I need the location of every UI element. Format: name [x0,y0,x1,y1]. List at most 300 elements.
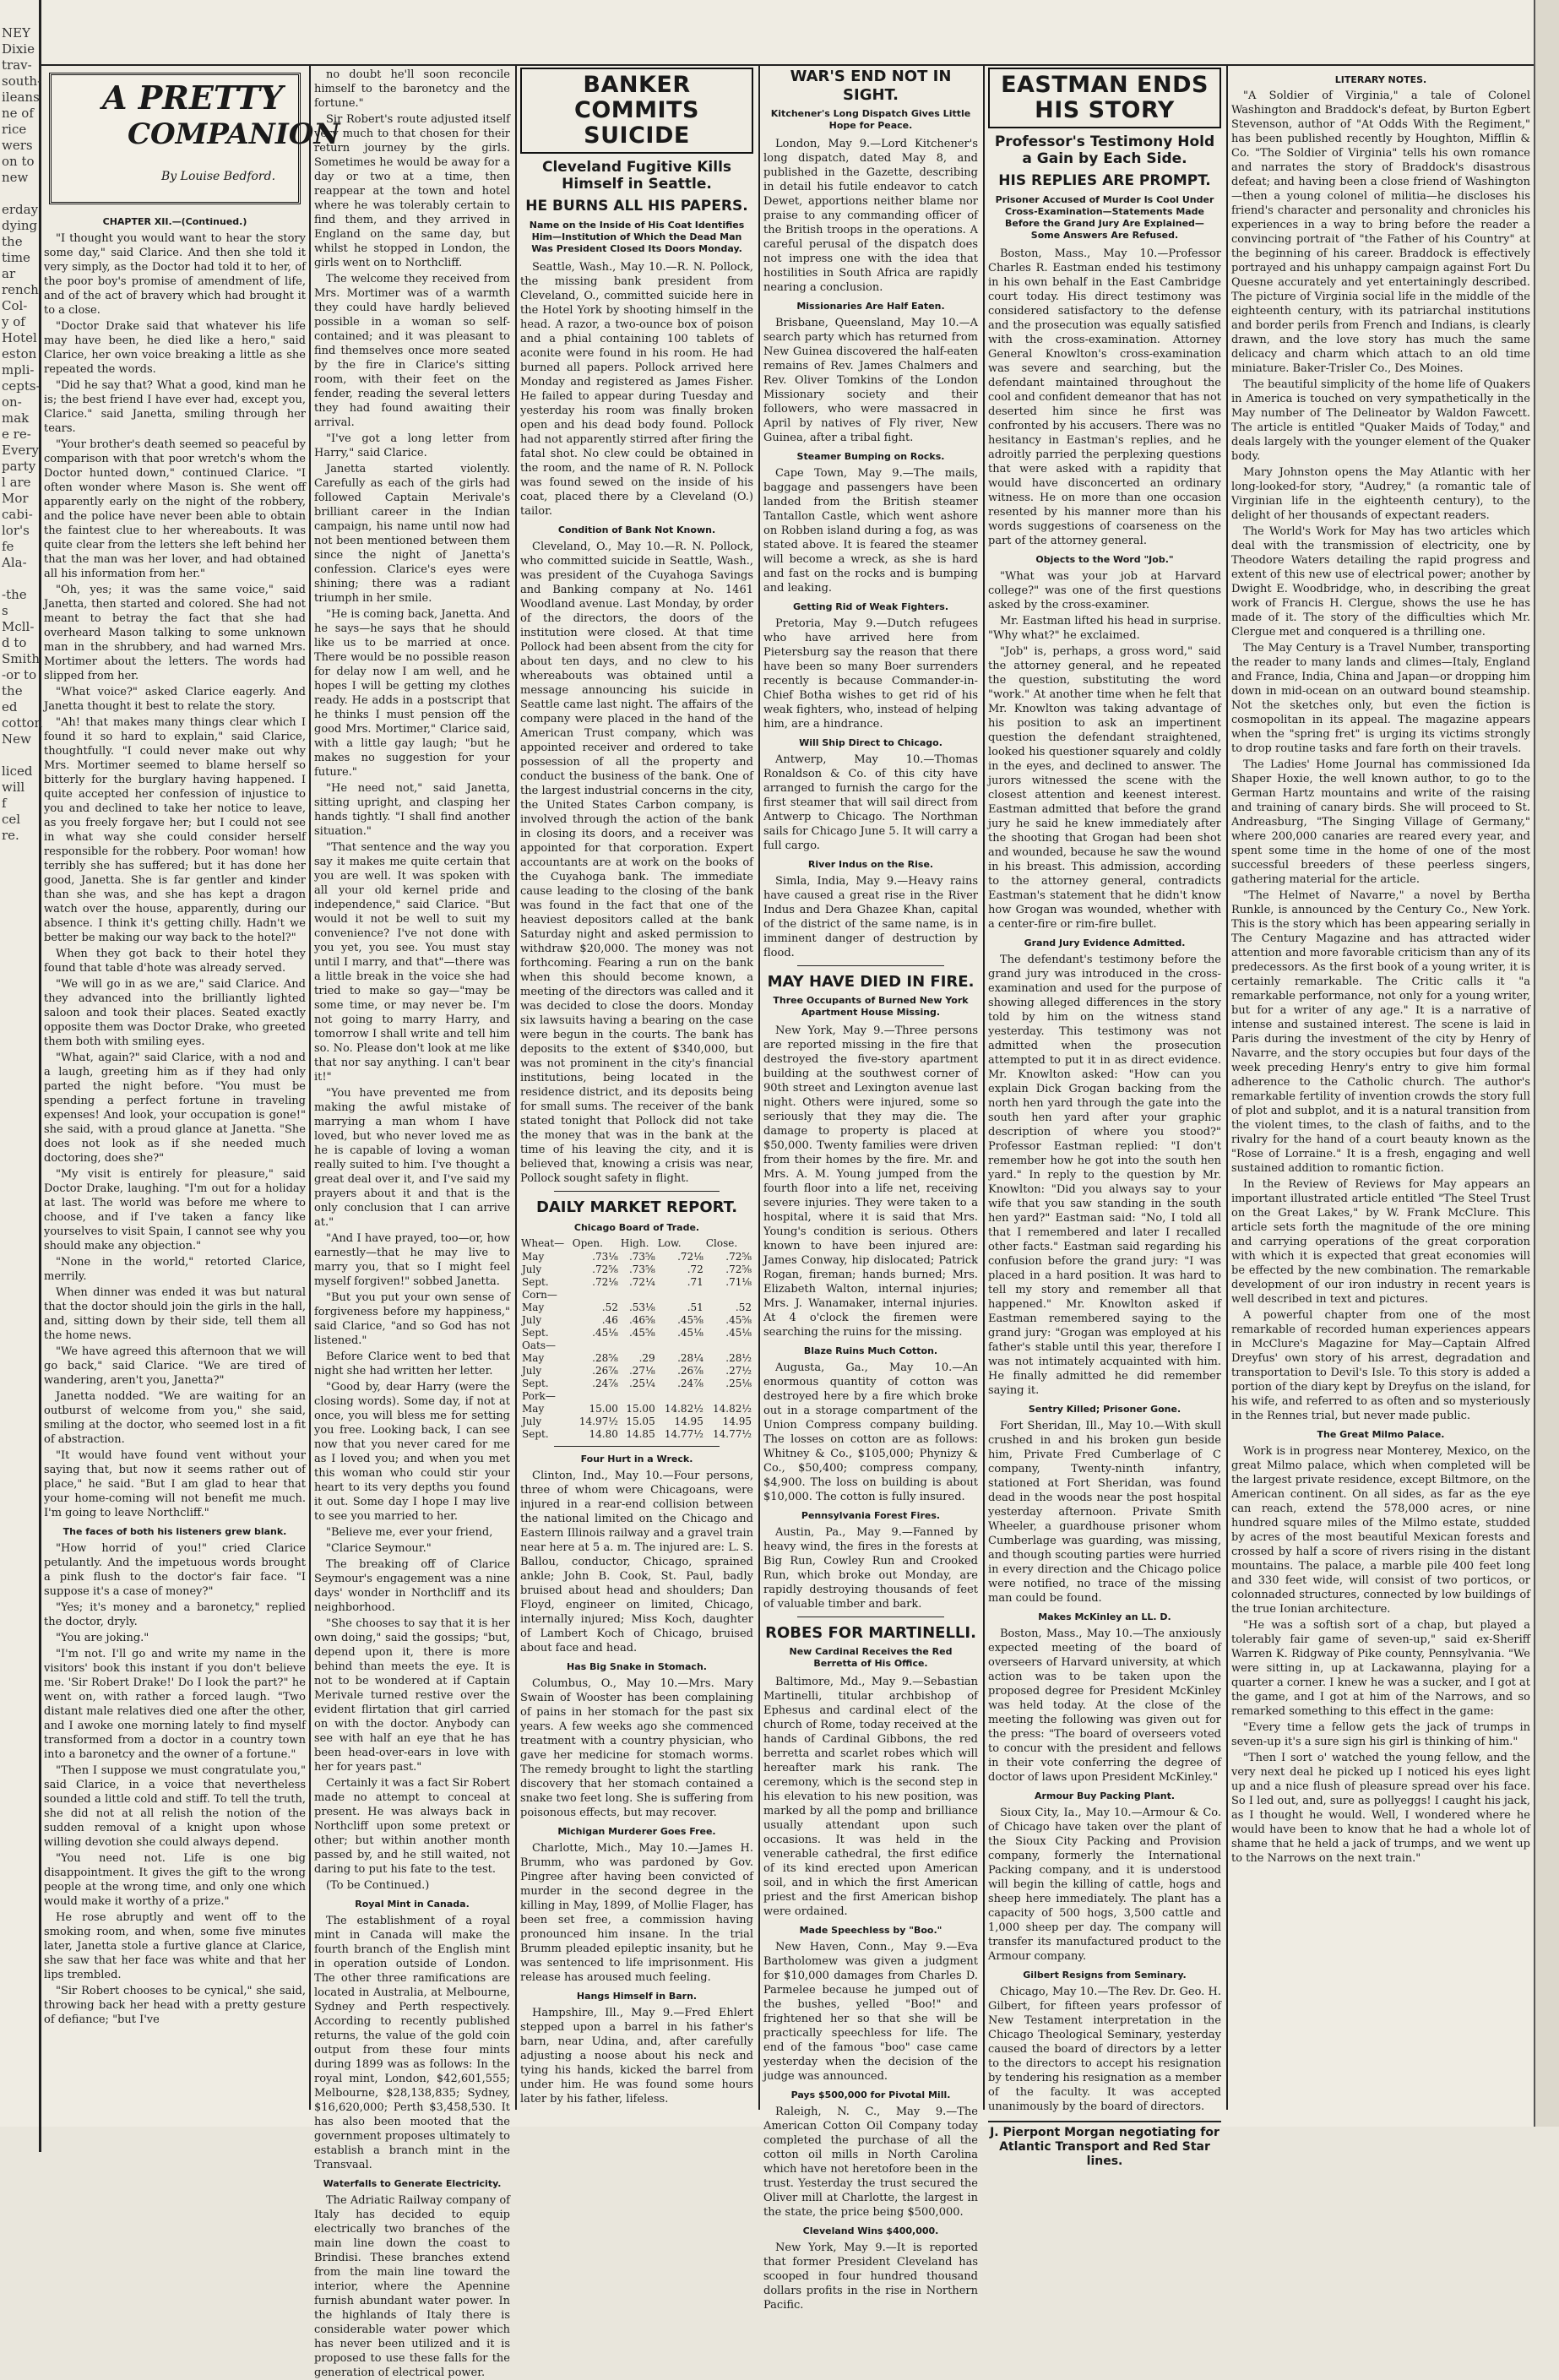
edge-fragment: mak [2,410,30,426]
market-cell: .72⅛ [677,1251,703,1263]
market-cell: .27½ [725,1365,752,1377]
subhead-banker: Cleveland Fugitive Kills Himself in Seattle. [541,159,732,193]
paragraph: "Did he say that? What a good, kind man he is; the best friend I have ever had, except you, Clarice." said Janetta, smiling through her tears. [44,379,306,435]
market-row [520,1276,753,1289]
headline-banker: BANKER COMMITS SUICIDE [520,68,753,154]
edge-fragment: e re- [2,427,31,442]
paragraph: "What, again?" said Clarice, with a nod and a laugh, greeting him as if they had only parted the night before. "You must be spending a perfect fortune in traveling expenses! And look, your occupation is gone!" she said, with a proud glance at Janetta. "She does not look as if she needed much doctoring, does she?" [44,1051,306,1165]
paragraph: Mr. Eastman lifted his head in surprise. "Why what?" he exclaimed. [988,615,1221,642]
market-cell: .25⅛ [725,1377,752,1389]
market-cell: 15.00 [626,1403,655,1415]
paragraph: "Then I sort o' watched the young fellow, and the very next deal he picked up I noticed his eyes light up and a nice flush of pleasure spread over his face. So I led out, and, sure as pollyeggs! I caught his jack, as I thought he would. Well, I wondered where he would have been to know that he had a whole lot of shame that he held a jack of trumps, and we went up to the Narrows on the next train." [1231,1752,1530,1865]
paragraph: "You are joking." [56,1632,149,1644]
edge-fragment: ed [2,699,18,715]
market-cell: 14.82½ [713,1403,752,1415]
paragraph: "Doctor Drake said that whatever his life may have been, he died like a hero," said Clarice, her own voice breaking a little as she repeated the words. [44,320,306,376]
edge-fragment: f [2,796,7,811]
paragraph: Antwerp, May 10.—Thomas Ronaldson & Co. of this city have arranged to furnish the cargo for the first steamer that will sail direct from Antwerp to Chicago. The Northman sails for Chicago June 5. It will carry a full cargo. [763,753,978,852]
market-cell: July [522,1314,542,1326]
section-subhead: Grand Jury Evidence Admitted. [1024,937,1186,948]
edge-fragment: re. [2,828,19,843]
market-cell: .73⅛ [592,1251,618,1263]
paragraph: "How horrid of you!" cried Clarice petulantly. And the impetuous words brought a pink flush to the doctor's fair face. "I suppose it's a case of money?" [44,1542,306,1598]
market-cell: .25¼ [628,1377,655,1389]
market-cell: .46⅝ [628,1314,655,1326]
paragraph: "I've got a long letter from Harry," said Clarice. [314,432,510,459]
edge-fragment: New [2,731,31,747]
edge-fragment: on to [2,154,35,169]
edge-fragment: dying [2,218,38,233]
paragraph: "Ah! that makes many things clear which I found it so hard to explain," said Clarice, thoughtfully. "I could never make out why Mrs. Mortimer seemed to blame herself so bitterly for the burglary having happened. I quite accepted her confession of injustice to you and declined to take her notice to leave, as you freely forgave her; but I could not see in what way she could consider herself responsible for the robbery. Poor woman! how terribly she has suffered; but it has done her good, Janetta. She is far gentler and kinder than she was, and she has kept a dragon watch over the house, apparently, during our absence. I think it's getting chilly. Hadn't we better be making our way back to the hotel?" [44,716,306,944]
section-subhead: Steamer Bumping on Rocks. [796,451,945,462]
edge-fragment [0,747,39,763]
story-title-line1: A PRETTY [102,79,284,117]
market-cell: .72⅛ [592,1276,618,1288]
market-cell: Pork— [522,1390,556,1402]
market-header-cell: Wheat— [521,1237,565,1249]
edge-fragment: cotton [2,715,43,731]
short-news-items [520,1452,753,2106]
paragraph: "You have prevented me from making the awful mistake of marrying a man whom I have loved, but who never loved me as he is capable of loving a woman really suited to him. I've thought a great deal over it, and I've said my prayers about it and that is the only conclusion that I can arrive at." [314,1087,510,1229]
paragraph: New Haven, Conn., May 9.—Eva Bartholomew was given a judgment for $10,000 damages from Charles D. Parmelee because he jumped out of the bushes, yelled "Boo!" and frightened her so that she will be practically speechless for life. The end of the famous "boo" case came yesterday when the decision of the judge was announced. [763,1941,978,2083]
edge-fragment: fe [2,539,14,554]
market-cell [572,1289,620,1301]
market-cell: 14.82½ [664,1403,703,1415]
section-subhead: The faces of both his listeners grew blank. [62,1526,287,1537]
bottom-news-line-1: J. Pierpont Morgan negotiating for [990,2126,1219,2139]
market-cell: July [522,1365,542,1377]
edge-fragment: south- [2,73,42,89]
edge-fragment: ileans [2,90,40,105]
subhead-eastman: Professor's Testimony Hold a Gain by Each Side. [994,133,1215,167]
market-cell [657,1339,705,1352]
paragraph: "Sir Robert chooses to be cynical," she said, throwing back her head with a pretty gesture of defiance; "but I've [44,1985,306,2026]
paragraph: When dinner was ended it was but natural that the doctor should join the girls in the hall, and, sitting down by their side, tell them all the home news. [44,1286,306,1342]
market-table [520,1236,753,1441]
paragraph: Clinton, Ind., May 10.—Four persons, three of whom were Chicagoans, were injured in a rear-end collision between the national limited on the Chicago and Eastern Illinois railway and a gravel train near here at 5 a. m. The injured are: L. S. Ballou, conductor, Chicago, sprained ankle; John B. Cook, St. Paul, badly bruised about head and shoulders; Dan Floyd, engineer on limited, Chicago, internally injured; Miss Koch, daughter of Lambert Koch of Chicago, bruised about face and head. [520,1470,753,1655]
paragraph: New York, May 9.—Three persons are reported missing in the fire that destroyed the five-story apartment building at the southwest corner of 90th street and Lexington avenue last night. Others were injured, some so seriously that they may die. The damage to property is placed at $50,000. Twenty families were driven from their homes by the fire. Mr. and Mrs. A. M. Young jumped from the fourth floor into a life net, receiving severe injuries. They were taken to a hospital, where it is said that Mrs. Young's condition is serious. Others known to have been injured are: James Conway, hip dislocated; Patrick Rogan, fireman; hands burned; Mrs. Elizabeth Walton, internal injuries; Mrs. J. Wanamaker, internal injuries. At 4 o'clock the firemen were searching the ruins for the missing. [763,1024,978,1339]
paragraph: Cape Town, May 9.—The mails, baggage and passengers have been landed from the British steamer Tantallon Castle, which went ashore on Robben island during a fog, as was stated above. It is feared the steamer will become a wreck, as she is hard and fast on the rocks and is bumping and leaking. [763,467,978,595]
paragraph: "That sentence and the way you say it makes me quite certain that you are well. It was spoken with all your old kernel pride and independence," said Clarice. "But would it not be well to suit my convenience? I've not done with you yet, you see. You must stay until I marry, and that"—there was a little break in the voice she had tried to make so gay—"may be some time, or may never be. I'm not going to marry Harry, and tomorrow I shall write and tell him so. No. Please don't look at me like that nor say anything. I can't bear it!" [314,841,510,1084]
paragraph: "But you put your own sense of forgiveness before my happiness," said Clarice, "and so God has not listened." [314,1291,510,1347]
section-subhead: Sentry Killed; Prisoner Gone. [1028,1404,1181,1415]
section-subhead: Made Speechless by "Boo." [799,1925,942,1936]
section-subhead: The Great Milmo Palace. [1317,1429,1445,1440]
column-rule [1226,66,1228,2110]
market-cell: Oats— [522,1339,556,1351]
market-report-title: DAILY MARKET REPORT. [535,1198,738,1216]
market-row [520,1377,753,1390]
paragraph: Work is in progress near Monterey, Mexico, on the great Milmo palace, which when completed will be the largest private residence, except Biltmore, on the American continent. On all sides, as far as the eye can reach, extend the 578,000 acres, or nine hundred square miles of the Milmo estate, studded by acres of the most beautiful Mexican forests and crossed by half a score of rivers rising in the distant mountains. The palace, a marble pile 400 feet long and 330 feet wide, will consist of two porticos, or colonnaded structures, connected by low buildings of the true Ionian architecture. [1231,1445,1530,1616]
paragraph: no doubt he'll soon reconcile himself to the baronetcy and the fortune." [314,68,510,110]
market-cell: .52 [601,1301,618,1313]
edge-fragment: ar [2,266,16,281]
edge-fragment: mpli- [2,362,35,378]
paragraph: The May Century is a Travel Number, transporting the reader to many lands and climes—Italy, England and France, India, China and Japan—or dropping him down in mid-ocean on an outward bound steamship. Not the sketches only, but even the fiction is cosmopolitan in its appeal. The magazine appears when the "spring fret" is urging its victims strongly to drop routine tasks and fare forth on their travels. [1231,642,1530,755]
edge-fragment: new [2,170,29,185]
headline-war: WAR'S END NOT IN SIGHT. [790,68,952,104]
section-subhead: Waterfalls to Generate Electricity. [323,2178,502,2189]
top-rule [41,64,1534,66]
paragraph: "It would have found vent without your saying that, but now it seems rather out of place," he said. "But I am glad to hear that your home-coming will not benefit me much. I'm going to leave Northcliff." [44,1449,306,1519]
market-cell: .71⅛ [725,1276,752,1288]
paragraph: The Ladies' Home Journal has commissioned Ida Shaper Hoxie, the well known author, to go to the German Hartz mountains and write of the raising and training of canary birds. She will proceed to St. Andreasburg, "The Singing Village of Germany," where 200,000 canaries are reared every year, and spent some time in the home of one of the most successful breeders of these peerless singers, gathering material for the article. [1231,758,1530,886]
market-cell [657,1390,705,1403]
edge-fragment: cepts- [2,378,41,394]
story-byline: By Louise Bedford. [161,170,276,183]
paragraph: "Believe me, ever your friend, [326,1526,493,1539]
section-subhead: Michigan Murderer Goes Free. [557,1826,716,1837]
market-cell: 14.77½ [664,1428,703,1440]
article-war [763,137,978,960]
paragraph: Fort Sheridan, Ill., May 10.—With skull crushed in and his broken gun beside him, Private Fred Cumberlage of C company, Twenty-ninth infantry, stationed at Fort Sheridan, was found dead in the woods near the post hospital yesterday afternoon. Private Smith Wheeler, a guardhouse prisoner whom Cumberlage was guarding, was missing, and though scouting parties were hurried in every direction and the Chicago police were notified, no trace of the missing man could be found. [988,1420,1221,1605]
market-cell: .73⅝ [628,1263,655,1275]
deck-eastman: Prisoner Accused of Murder Is Cool Under Cross-Examination—Statements Made Before the Grand Jury Are Explained—Some Answers Are Refused. [995,194,1214,241]
edge-fragment: time [2,250,30,265]
deck-war: Kitchener's Long Dispatch Gives Little Hope for Peace. [770,108,971,131]
edge-fragment: party [2,459,36,474]
market-cell: .72¼ [628,1276,655,1288]
market-row [520,1251,753,1263]
edge-fragment [0,186,39,202]
market-row [520,1301,753,1314]
paragraph: Simla, India, May 9.—Heavy rains have caused a great rise in the River Indus and Dera Ghazee Khan, capital of the district of the same name, is in imminent danger of destruction by flood. [763,875,978,959]
paragraph: Boston, Mass., May 10.—The anxiously expected meeting of the board of overseers of Harvard university, at which action was to be taken upon the proposed degree for President McKinley was held today. At the close of the meeting the following was given out for the press: "The board of overseers voted to concur with the president and fellows in their vote conferring the degree of doctor of laws upon President McKinley." [988,1627,1221,1784]
paragraph: Boston, Mass., May 10.—Professor Charles R. Eastman ended his testimony in his own behalf in the East Cambridge court today. His direct testimony was considered satisfactory to the defense and the prosecution was equally satisfied with the cross-examination. Attorney General Knowlton's cross-examination was severe and searching, but the defendant maintained throughout the cool and confident demeanor that has not deserted him since he first was confronted by his accusers. There was no hesitancy in Eastman's replies, and he adroitly parried the perplexing questions that were asked with a rapidity that would have disconcerted an ordinary witness. He on more than one occasion resented by his manner more than his words suggestions of coarseness on the part of the attorney general. [988,247,1221,547]
section-subhead: Cleveland Wins $400,000. [802,2225,939,2236]
headline-fire: MAY HAVE DIED IN FIRE. [767,973,975,991]
market-header-row [520,1236,753,1251]
market-cell: .28¼ [677,1352,703,1364]
article-martinelli [763,1675,978,2312]
paragraph: Janetta nodded. "We are waiting for an outburst of welcome from you," she said, smiling at the doctor, who seemed lost in a fit of abstraction. [44,1390,306,1446]
edge-fragment: Mor [2,491,29,506]
edge-fragment: erday [2,202,39,217]
market-cell: Sept. [522,1276,549,1288]
section-subhead: Four Hurt in a Wreck. [580,1454,693,1464]
paragraph: "What voice?" asked Clarice eagerly. And Janetta thought it best to relate the story. [44,686,306,713]
market-row [520,1352,753,1365]
edge-fragment: will [2,780,25,795]
paragraph: "Then I suppose we must congratulate you," said Clarice, in a voice that nevertheless sounded a little cold and stiff. To tell the truth, she did not at all relish the notion of the sudden removal of a knight upon whose willing devotion she could always depend. [44,1764,306,1849]
paragraph: The beautiful simplicity of the home life of Quakers in America is touched on very sympathetically in the May number of The Delineator by Waldon Fawcett. The article is entitled "Quaker Maids of Today," and deals largely with the younger element of the Quaker body. [1231,378,1530,463]
edge-fragment: the [2,234,23,249]
edge-fragment: y of [2,314,25,329]
paragraph: Raleigh, N. C., May 9.—The American Cotton Oil Company today completed the purchase of all the cotton oil mills in North Carolina which have not heretofore been in the trust. Yesterday the trust secured the Oliver mill at Charlotte, the largest in the state, the price being $500,000. [763,2106,978,2219]
paragraph: Cleveland, O., May 10.—R. N. Pollock, who committed suicide in Seattle, Wash., was president of the Cuyahoga Savings and Banking company at No. 1461 Woodland avenue. Last Monday, by order of the directors, the doors of the institution were closed. At that time Pollock had been absent from the city for about ten days, and no clew to his whereabouts was obtained until a message announcing his suicide in Seattle came last night. The affairs of the company were placed in the hand of the American Trust company, which was appointed receiver and ordered to take possession of all the property and conduct the business of the bank. One of the largest industrial concerns in the city, the United States Carbon company, is involved through the action of the bank in closing its doors, and a receiver was appointed for that corporation. Expert accountants are at work on the books of the Cuyahoga bank. The immediate cause leading to the closing of the bank was found in the fact that one of the heaviest depositors called at the bank Saturday night and asked permission to withdraw $20,000. The money was not forthcoming. Fearing a run on the bank when this should become known, a meeting of the directors was called and it was decided to close the doors. Monday six lawsuits having a bearing on the case were begun in the courts. The bank has deposits to the extent of $340,000, but was not prominent in the city's financial institutions, being located in the residence district, and its deposits being for small sums. The receiver of the bank stated tonight that Pollock did not take the money that was in the bank at the time of his leaving the city, and it is believed that, knowing a crisis was near, Pollock sought safety in flight. [520,541,753,1185]
right-page-edge [1534,0,1559,2127]
subhead2-banker: HE BURNS ALL HIS PAPERS. [525,198,748,215]
paragraph: "My visit is entirely for pleasure," said Doctor Drake, laughing. "I'm out for a holiday at last. The world was before me where to choose, and if I've taken a fancy like yourselves to visit Spain, I cannot see why you should make any objection." [44,1168,306,1252]
market-cell: 14.85 [626,1428,655,1440]
section-subhead: Condition of Bank Not Known. [557,524,716,535]
market-cell: 14.97½ [579,1416,618,1427]
paragraph: "Job" is, perhaps, a gross word," said the attorney general, and he repeated the question, substituting the word "work." At another time when he felt that Mr. Knowlton was taking advantage of his position to ask an impertinent question the defendant straightened, looked his questioner squarely and coldly in the eyes, and declined to answer. The jurors witnessed the scene with the closest attention and keenest interest. Eastman admitted that before the grand jury he said he knew immediately after the shooting that Grogan had been shot and wounded, because he saw the wound in his breast. This admission, according to the attorney general, contradicts Eastman's statement that he didn't know how Grogan was wounded, whether with a center-fire or rim-fire bullet. [988,645,1221,931]
market-row [520,1416,753,1428]
paragraph: "He need not," said Janetta, sitting upright, and clasping her hands tightly. "I shall find another situation." [314,782,510,838]
paragraph: A powerful chapter from one of the most remarkable of recorded human experiences appears in McClure's Magazine for May—Captain Alfred Dreyfus' own story of his arrest, degradation and transportation to Devil's Isle. To this story is added a portion of the diary kept by Dreyfus on the island, for his wife, and referred to as often and so mysteriously in the Rennes trial, but never made public. [1231,1309,1530,1422]
market-row [520,1365,753,1377]
market-cell: .24⅞ [592,1377,618,1389]
story-column-1 [44,68,340,2103]
edge-fragment: NEY [2,25,30,41]
market-header-cell: Low. [657,1237,682,1249]
paragraph: "Yes; it's money and a baronetcy," replied the doctor, dryly. [44,1601,306,1628]
story-title-box [49,73,340,204]
edge-fragment: rice [2,122,27,137]
headline-eastman: EASTMAN ENDS HIS STORY [988,68,1221,128]
section-subhead: Makes McKinley an LL. D. [1038,1611,1171,1622]
paragraph: The World's Work for May has two articles which deal with the transmission of electricity, one by Theodore Waters detailing the rapid progress and extent of this new use of electrical power; another by Dwight E. Woodbridge, who, in describing the great work of Francis H. Clergue, shows the use he has made of it. The story of the difficulties which Mr. Clergue met and conquered is a thrilling one. [1231,525,1530,638]
market-cell: .26⅞ [677,1365,703,1377]
edge-fragment: Smith [2,651,40,666]
market-cell [572,1339,620,1352]
story-text-continued [314,68,510,2380]
market-cell [657,1289,705,1301]
paragraph: Pretoria, May 9.—Dutch refugees who have arrived here from Pietersburg say the reason that there have been so many Boer surrenders recently is because Commander-in-Chief Botha wishes to get rid of his weak fighters, who, instead of helping him, are a hindrance. [763,617,978,731]
market-header-cell: High. [620,1237,649,1249]
market-cell: .26⅞ [592,1365,618,1377]
deck-banker: Name on the Inside of His Coat Identifies Him—Institution of Which the Dead Man Was President Closed Its Doors Monday. [529,220,745,254]
market-cell: 15.00 [589,1403,618,1415]
edge-fragment: l are [2,475,31,490]
paragraph: The welcome they received from Mrs. Mortimer was of a warmth they could have hardly believed possible in a woman so self-contained; and it was pleasant to find themselves once more seated by the fire in Clarice's sitting room, with their feet on the fender, reading the several letters they had found awaiting their arrival. [314,273,510,429]
paragraph: Chicago, May 10.—The Rev. Dr. Geo. H. Gilbert, for fifteen years professor of New Testament interpretation in the Chicago Theological Seminary, yesterday caused the board of directors by a letter to the directors to accept his resignation by tendering his resignation as a member of the faculty. It was accepted unanimously by the board of directors. [988,1986,1221,2113]
market-cell [620,1390,657,1403]
market-cell [705,1339,753,1352]
headline-martinelli: ROBES FOR MARTINELLI. [765,1624,976,1642]
literary-notes-header: LITERARY NOTES. [1334,74,1427,85]
market-cell: .45⅝ [677,1314,703,1326]
market-cell: .52 [735,1301,752,1313]
market-row [520,1428,753,1441]
paragraph: London, May 9.—Lord Kitchener's long dispatch, dated May 8, and published in the Gazette, describing in detail his futile endeavor to catch Dewet, apportions neither blame nor praise to any commanding officer of the British troops in the operations. A careful perusal of the dispatch does not impress one with the idea that hostilities in South Africa are rapidly nearing a conclusion. [763,138,978,294]
market-cell: 14.95 [722,1416,752,1427]
market-cell: .24⅞ [677,1377,703,1389]
edge-fragment: -the [2,587,27,602]
article-banker [520,260,753,1186]
market-cell: .28⅝ [592,1352,618,1364]
section-subhead: Pennsylvania Forest Fires. [801,1510,941,1521]
paragraph: The defendant's testimony before the grand jury was introduced in the cross-examination and used for the purpose of showing alleged differences in the story told by him on the witness stand yesterday. This testimony was not admitted when the prosecution attempted to put it in as direct evidence. Mr. Knowlton asked: "How can you explain Dick Grogan backing from the north hen yard through the gate into the south hen yard after your graphic description of where you stood?" Professor Eastman replied: "I don't remember how he got into the south hen yard." In reply to the question by Mr. Knowlton: "Did you always say to your wife that you saw standing in the south hen yard?" Eastman said: "No, I told all that I remembered and later I recalled other facts." Eastman said regarding his confusion before the grand jury: "I was placed in a hard position. It was hard to tell my story and remember all that happened." Mr. Knowlton asked if Eastman remembered saying to the grand jury: "Grogan was employed at his father's stable until this year, therefore I was not intimately acquainted with him. He finally admitted he did remember saying it. [988,954,1221,1397]
paragraph: New York, May 9.—It is reported that former President Cleveland has scooped in four hundred thousand dollars profits in the rise in Northern Pacific. [763,2241,978,2312]
market-cell: .53⅛ [628,1301,655,1313]
market-cell: .72⅝ [725,1263,752,1275]
paragraph: The establishment of a royal mint in Canada will make the fourth branch of the English mint in operation outside of London. The other three ramifications are located in Australia, at Melbourne, Sydney and Perth respectively. According to recently published returns, the value of the gold coin output from these four mints during 1899 was as follows: In the royal mint, London, $42,601,555; Melbourne, $28,138,835; Sydney, $16,620,000; Perth $3,458,530. It has also been mooted that the government proposes ultimately to establish a branch mint in the Transvaal. [314,1915,510,2171]
paragraph: "And I have prayed, too—or, how earnestly—that he may live to marry you, that so I might feel myself forgiven!" sobbed Janetta. [314,1232,510,1288]
edge-fragment: Dixie [2,41,35,57]
section-subhead: Gilbert Resigns from Seminary. [1023,1970,1187,1981]
paragraph: The Adriatic Railway company of Italy has decided to equip electrically two branches of the main line down the coast to Brindisi. These branches extend from the main line toward the interior, where the Apennine furnish abundant water power. In the highlands of Italy there is considerable water power which has never been utilized and it is proposed to use these falls for the generation of electrical power. [314,2194,510,2379]
edge-fragment: s [2,603,8,618]
section-subhead: CHAPTER XII.—(Continued.) [102,216,247,227]
story-column-2 [314,68,510,2379]
edge-fragment: Every [2,443,39,458]
market-cell: Corn— [522,1289,557,1301]
section-subhead: Pays $500,000 for Pivotal Mill. [790,2089,951,2100]
paragraph: Charlotte, Mich., May 10.—James H. Brumm, who was pardoned by Gov. Pingree after having been convicted of murder in the second degree in the killing in May, 1899, of Mollie Flager, has been set free, a commission having pronounced him insane. In the trial Brumm pleaded epileptic insanity, but he was sentenced to life imprisonment. His release has aroused much feeling. [520,1842,753,1984]
paragraph: Columbus, O., May 10.—Mrs. Mary Swain of Wooster has been complaining of pains in her stomach for the past six years. A few weeks ago she commenced treatment with a country physician, who gave her medicine for stomach worms. The remedy brought to light the startling discovery that her stomach contained a snake two feet long. She is suffering from poisonous effects, but may recover. [520,1677,753,1819]
edge-fragment [0,571,39,587]
market-cell: .45⅝ [628,1327,655,1339]
market-cell [705,1390,753,1403]
section-subhead: Will Ship Direct to Chicago. [799,737,942,748]
bottom-news-line [988,2121,1221,2169]
paragraph: Sioux City, Ia., May 10.—Armour & Co. of Chicago have taken over the plant of the Sioux City Packing and Provision company, formerly the International Packing company, and it is understood will begin the killing of cattle, hogs and sheep here immediately. The plant has a capacity of 500 hogs, 3,500 cattle and 1,000 sheep per day. The company will transfer its manufactured product to the Armour company. [988,1807,1221,1963]
market-cell: 14.95 [674,1416,703,1427]
paragraph: Janetta started violently. Carefully as each of the girls had followed Captain Merivale's brilliant career in the Indian campaign, his name until now had not been mentioned between them since the night of Janetta's confession. Clarice's eyes were shining; there was a radiant triumph in her smile. [314,463,510,605]
paragraph: "We have agreed this afternoon that we will go back," said Clarice. "We are tired of wandering, aren't you, Janetta?" [44,1345,306,1387]
news-column-5 [988,68,1221,2168]
section-subhead: Royal Mint in Canada. [355,1899,470,1910]
section-subhead: Missionaries Are Half Eaten. [796,301,945,312]
section-subhead: Objects to the Word "Job." [1035,554,1174,565]
market-cell: .28½ [725,1352,752,1364]
deck-fire: Three Occupants of Burned New York Apartment House Missing. [773,995,969,1018]
market-cell [705,1289,753,1301]
paragraph: "He was a softish sort of a chap, but played a tolerably fair game of seven-up," said ex-Sheriff Warren K. Ridgway of Pike county, Pennsylvania. "We were sitting in, up at Lackawanna, playing for a quarter a corner. I knew he was a sucker, and I got at the game, and I got at him of the Narrows, and so remarked something to this effect in the game: [1231,1619,1530,1718]
market-row [520,1289,753,1301]
market-row [520,1263,753,1276]
paragraph: Sir Robert's route adjusted itself very much to that chosen for their return journey by the girls. Sometimes he would be away for a day or two at a time, then reappear at the town and hotel where he was tolerably certain to find them, and they arrived in England on the same day, but whilst he stopped in London, the girls went on to Northcliff. [314,113,510,269]
market-cell: May [522,1301,545,1313]
market-cell: Sept. [522,1327,549,1339]
paragraph: "We will go in as we are," said Clarice. And they advanced into the brilliantly lighted saloon and took their places. Seated exactly opposite them was Doctor Drake, who greeted them both with smiling eyes. [44,978,306,1048]
literary-notes-text [1231,89,1530,1866]
section-subhead: Has Big Snake in Stomach. [567,1661,707,1672]
market-cell [620,1289,657,1301]
edge-fragment: ne of [2,106,34,121]
market-row [520,1403,753,1416]
market-header-cell: Open. [572,1237,603,1249]
edge-fragment: lor's [2,523,30,538]
market-cell: July [522,1263,542,1275]
market-cell: .45⅛ [592,1327,618,1339]
market-row [520,1327,753,1339]
story-title-line2: COMPANION [128,117,340,151]
edge-fragment: cabi- [2,507,33,522]
paragraph: When they got back to their hotel they found that table d'hote was already served. [44,948,306,975]
literary-notes-column [1231,74,1530,2110]
section-subhead: Getting Rid of Weak Fighters. [792,601,949,612]
edge-fragment: Hotel [2,330,37,345]
paragraph: (To be Continued.) [326,1879,430,1892]
edge-fragment: cel [2,812,21,827]
edge-fragment: the [2,683,23,698]
paragraph: "None in the world," retorted Clarice, merrily. [44,1256,306,1283]
market-cell: .73⅝ [628,1251,655,1263]
edge-fragment: Mcll- [2,619,35,634]
market-cell: 15.05 [626,1416,655,1427]
paragraph: "Clarice Seymour." [326,1542,432,1555]
market-cell: .29 [638,1352,655,1364]
paragraph: "Oh, yes; it was the same voice," said Janetta, then started and colored. She had not meant to betray the fact that she had overheard Mason talking to some unknown man in the shrubbery, and had warned Mrs. Mortimer about the letters. The words had slipped from her. [44,584,306,682]
market-cell: 14.80 [589,1428,618,1440]
article-eastman [988,247,1221,2114]
market-cell [620,1339,657,1352]
column-rule [758,66,760,2110]
market-cell: May [522,1352,545,1364]
separator [554,1446,720,1447]
edge-fragment: eston [2,346,37,361]
paragraph: Baltimore, Md., May 9.—Sebastian Martinelli, titular archbishop of Ephesus and cardinal elect of the church of Rome, today received at the hands of Cardinal Gibbons, the red berretta and scarlet robes which will hereafter mark his rank. The ceremony, which is the second step in his elevation to his new position, was marked by all the pomp and brilliance usually attendant upon such occasions. It was held in the venerable cathedral, the first edifice of its kind erected upon American soil, and in which the first American priest and the first American bishop were ordained. [763,1676,978,1918]
subhead2-eastman: HIS REPLIES ARE PROMPT. [998,172,1211,189]
edge-fragment: on- [2,394,22,410]
paragraph: He rose abruptly and went off to the smoking room, and when, some five minutes later, Janetta stole a furtive glance at Clarice, she saw that her face was white and that her lips trembled. [44,1911,306,1981]
paragraph: "You need not. Life is one big disappointment. It gives the gift to the wrong people at the wrong time, and only one which would make it worthy of a prize." [44,1852,306,1908]
edge-fragment: Ala- [2,555,27,570]
market-cell: July [522,1416,542,1427]
edge-fragment: -or to [2,667,37,682]
market-row [520,1390,753,1403]
paragraph: "Every time a fellow gets the jack of trumps in seven-up it's a sure sign his girl is thinking of him." [1231,1721,1530,1748]
market-cell: .45⅛ [725,1327,752,1339]
paragraph: The breaking off of Clarice Seymour's engagement was a nine days' wonder in Northcliff and its neighborhood. [314,1558,510,1614]
market-cell: May [522,1251,545,1263]
section-subhead: Hangs Himself in Barn. [576,1991,698,2002]
article-fire [763,1024,978,1611]
paragraph: "Your brother's death seemed so peaceful by comparison with that poor wretch's whom the Doctor hunted down," continued Clarice. "I often wonder where Mason is. She went off apparently early on the night of the robbery, and the police have never been able to obtain the faintest clue to her whereabouts. It was quite clear from the letters she left behind her that the man was her lover, and had obtained all his information from her." [44,438,306,580]
market-cell: .51 [687,1301,703,1313]
paragraph: Augusta, Ga., May 10.—An enormous quantity of cotton was destroyed here by a fire which broke out in a storage compartment of the Union Compress company building. The losses on cotton are as follows: Whitney & Co., $105,000; Phynizy & Co., $50,400; compress company, $4,900. The loss on building is about $10,000. The cotton is fully insured. [763,1361,978,1503]
market-cell: .45⅝ [725,1314,752,1326]
market-cell: .27⅛ [628,1365,655,1377]
market-cell: .46 [601,1314,618,1326]
paragraph: "He is coming back, Janetta. And he says—he says that he should like us to be married at once. There would be no possible reason for delay now I am well, and he hopes I will be getting my clothes ready. He adds in a postscript that he thinks I must pension off the good Mrs. Mortimer," Clarice said, with a little gay laugh; "but he makes no suggestion for your future." [314,608,510,779]
market-header-cell: Close. [705,1237,738,1249]
story-text [44,215,306,2027]
market-cell: .71 [687,1276,703,1288]
paragraph: "I'm not. I'll go and write my name in the visitors' book this instant if you don't believe me. 'Sir Robert Drake!' Do I look the part?" he went on, with rather a forced laugh. "Two distant male relatives died one after the other, and I awoke one morning lately to find myself transformed from a doctor in a country town into a baronetcy and the owner of a fortune." [44,1648,306,1761]
column-rule [515,66,517,2110]
paragraph: Mary Johnston opens the May Atlantic with her long-looked-for story, "Audrey," (a romantic tale of Virginian life in the eighteenth century), to the delight of her thousands of expectant readers. [1231,466,1530,522]
paragraph: "The Helmet of Navarre," a novel by Bertha Runkle, is announced by the Century Co., New York. This is the story which has been appearing serially in The Century Magazine and has attracted wider attention and more favorable criticism than any of its predecessors. As the first book of a young writer, it is certainly remarkable. The Critic calls it "a remarkable performance, not only for a young writer, but for a writer of any age." It is a narrative of intense and sustained interest. The scene is laid in Paris during the investment of the city by Henry of Navarre, and the story occupies but four days of the week preceding Henry's entry to give him formal adherence to the Catholic church. The author's remarkable fertility of invention crowds the story full of plot and subplot, and it is a natural transition from the violent times, to the clash of faiths, and to the rivalry for the hand of a court beauty known as the "Rose of Lorraine." It is a fresh, engaging and well sustained addition to romantic fiction. [1231,889,1530,1175]
news-column-3 [520,68,753,2106]
paragraph: "Good by, dear Harry (were the closing words). Some day, if not at once, you will bless me for setting you free. Looking back, I can see now that you never cared for me as I loved you; and when you met this woman who could stir your heart to its very depths you found it out. Some day I hope I may live to see you married to her. [314,1381,510,1523]
section-subhead: River Indus on the Rise. [807,859,934,870]
paragraph: Seattle, Wash., May 10.—R. N. Pollock, the missing bank president from Cleveland, O., committed suicide here in the Hotel York by shooting himself in the head. A razor, a two-ounce box of poison and a phial containing 100 tablets of aconite were found in his room. He had burned all papers. Pollock arrived here Monday and registered as James Fisher. He failed to appear during Tuesday and yesterday his room was finally broken open and his dead body found. Pollock had not apparently stirred after firing the fatal shot. No clew could be obtained in the room, and the name of R. N. Pollock was found sewed on the inside of his coat, placed there by a Cleveland (O.) tailor. [520,261,753,518]
separator [797,965,944,966]
column-rule [983,66,985,2110]
market-row [520,1314,753,1327]
market-cell: Sept. [522,1377,549,1389]
paragraph: Brisbane, Queensland, May 10.—A search party which has returned from New Guinea discovered the half-eaten remains of Rev. James Chalmers and Rev. Oliver Tomkins of the London Missionary society and their followers, who were massacred in April by natives of Fly river, New Guinea, after a tribal fight. [763,317,978,444]
market-cell [572,1390,620,1403]
edge-fragment: trav- [2,57,32,73]
paragraph: "What was your job at Harvard college?" was one of the first questions asked by the cross-examiner. [988,570,1221,611]
market-cell: May [522,1403,545,1415]
edge-fragment: rench [2,282,39,297]
column-rule [309,66,311,2110]
edge-fragment: d to [2,635,27,650]
paragraph: Hampshire, Ill., May 9.—Fred Ehlert stepped upon a barrel in his father's barn, near Udina, and, after carefully adjusting a noose about his neck and tying his hands, kicked the barrel from under him. He was found some hours later by his father, lifeless. [520,2007,753,2106]
market-cell: .72⅝ [725,1251,752,1263]
left-edge-column [0,0,41,2152]
section-subhead: Armour Buy Packing Plant. [1034,1790,1176,1801]
market-cell: .72 [687,1263,703,1275]
paragraph: "She chooses to say that it is her own doing," said the gossips; "but, depend upon it, there is more behind than meets the eye. It is not to be wondered at if Captain Merivale turned restive over the evident flirtation that girl carried on with the doctor. Anybody can see with half an eye that he has been head-over-ears in love with her for years past." [314,1617,510,1774]
news-column-4 [763,68,978,2312]
paragraph: Austin, Pa., May 9.—Fanned by heavy wind, the fires in the forests at Big Run, Cowley Run and Crooked Run, which broke out Monday, are rapidly destroying thousands of feet of valuable timber and bark. [763,1526,978,1611]
market-cell: .72⅝ [592,1263,618,1275]
paragraph: In the Review of Reviews for May appears an important illustrated article entitled "The Steel Trust on the Great Lakes," by W. Frank McClure. This article sets forth the magnitude of the ore mining and carrying operations of the great corporation with which it is expected that great economies will be effected by the new combination. The remarkable development of our iron industry in recent years is well described in text and pictures. [1231,1178,1530,1306]
market-cell: 14.77½ [713,1428,752,1440]
separator [554,1191,720,1192]
paragraph: "A Soldier of Virginia," a tale of Colonel Washington and Braddock's defeat, by Burton Egbert Stevenson, author of "At Odds With the Regiment," has been published recently by Houghton, Mifflin & Co. "The Soldier of Virginia" tells his own romance and narrates the story of Braddock's disastrous defeat; and having been a close friend of Washington—then a young colonel of militia—he discloses his friend's character and personality and chronicles his experiences in a way to bring before the reader a convincing portrait of "the Father of his Country" at the beginning of his career. Braddock is effectively portrayed and his unhappy campaign against Fort Du Quesne accurately and yet entertainingly described. The picture of Virginia social life in the middle of the eighteenth century, with its patriarchal institutions and border perils from French and Indians, is clearly drawn, and the love story has much the same delicacy and charm which attach to an old time miniature. Baker-Trisler Co., Des Moines. [1231,90,1530,375]
edge-fragment: wers [2,138,33,153]
market-cell: Sept. [522,1428,549,1440]
market-cell: .45⅛ [677,1327,703,1339]
